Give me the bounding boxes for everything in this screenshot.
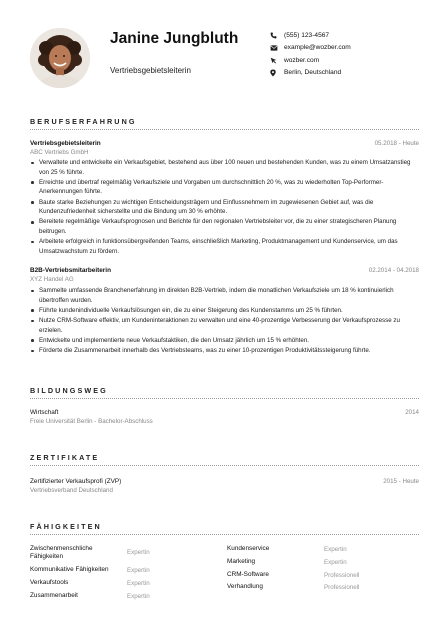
- list-item: [30, 592, 220, 605]
- list-item: Sammelte umfassende Branchenerfahrung im direkten B2B-Vertrieb, indem die monatlichen Verkaufsziele um 18 % kontinuierlich übertroffen wurden.: [30, 286, 418, 305]
- section-divider: [30, 534, 419, 535]
- skills-heading: FÄHIGKEITEN: [30, 522, 102, 531]
- job-title: Vertriebsgebietsleiterin: [110, 66, 191, 75]
- skill-name: Zusammenarbeit: [30, 591, 78, 599]
- skill-name: Marketing: [227, 557, 256, 565]
- list-item: [30, 545, 220, 566]
- degree-name: Wirtschaft: [30, 409, 59, 416]
- phone-text: (555) 123-4567: [284, 31, 330, 39]
- list-item: [227, 558, 417, 571]
- list-item: Bereitete regelmäßige Verkaufsprognosen und Berichte für den regionalen Vertriebsleiter vor, die zu einer strategischeren Planung beitrugen.: [30, 217, 418, 236]
- school-name: Freie Universität Berlin - Bachelor-Abschluss: [30, 418, 153, 425]
- certificates-heading: ZERTIFIKATE: [30, 453, 100, 462]
- skill-name: Verhandlung: [227, 583, 263, 591]
- certificate-dates: 2015 - Heute: [383, 478, 419, 485]
- list-item: Erreichte und übertraf regelmäßig Verkaufsziele und Vorgaben um durchschnittlich 20 %, was zu wiederholten Top-Performer-Anerkennungen führte.: [30, 178, 418, 197]
- website-text: wozber.com: [284, 56, 320, 64]
- section-divider: [30, 129, 419, 130]
- contact-website[interactable]: [270, 54, 440, 67]
- list-item: Arbeitete erfolgreich in funktionsübergreifenden Teams, einschließlich Marketing, Produktmanagement und Kundenservice, um das Umsatzwachstum zu fördern.: [30, 237, 418, 256]
- skill-level: Professionell: [324, 571, 360, 579]
- list-item: Baute starke Beziehungen zu wichtigen Entscheidungsträgern und Einflussnehmern im zugewiesenen Gebiet auf, was die Kundenzufriedenheit sicherstellte und die Bindung um 30 % erhöhte.: [30, 198, 418, 217]
- person-name: Janine Jungbluth: [110, 30, 239, 47]
- job-1-dates: 05.2018 - Heute: [374, 140, 419, 147]
- certificate-issuer: Vertriebsverband Deutschland: [30, 487, 113, 494]
- skill-name: Kundenservice: [227, 545, 270, 552]
- list-item: [30, 579, 220, 592]
- list-item: [227, 583, 417, 596]
- job-2-company: XYZ Handel AG: [30, 276, 74, 283]
- list-item: [30, 566, 220, 579]
- job-2-achievements: [30, 286, 418, 356]
- skill-level: Expertin: [324, 558, 347, 566]
- job-2-dates: 02.2014 - 04.2018: [368, 267, 419, 274]
- contact-location: [270, 67, 440, 80]
- skill-level: Professionell: [324, 584, 360, 592]
- skill-name: Verkaufstools: [30, 578, 69, 586]
- skills-column-left: [30, 545, 220, 604]
- section-divider: [30, 398, 419, 399]
- list-item: Führte kundenindividuelle Verkaufslösungen ein, die zu einer Steigerung des Kundenstamms um 25 % führten.: [30, 306, 418, 316]
- email-text: example@wozber.com: [284, 44, 351, 52]
- certificate-name: Zertifizierter Verkaufsprofi (ZVP): [30, 478, 122, 485]
- list-item: Verwaltete und entwickelte ein Verkaufsgebiet, bestehend aus über 100 neuen und bestehenden Kunden, was zu einem Umsatzanstieg von 25 % führte.: [30, 158, 418, 177]
- job-1-achievements: [30, 158, 418, 257]
- skills-column-right: [227, 545, 417, 596]
- job-1-company: ABC Vertriebs GmbH: [30, 149, 89, 156]
- job-1-title: Vertriebsgebietsleiterin: [30, 140, 101, 147]
- job-2-title: B2B-Vertriebsmitarbeiterin: [30, 267, 111, 274]
- location-text: Berlin, Deutschland: [284, 69, 342, 77]
- skill-level: Expertin: [127, 592, 150, 600]
- link-icon: [270, 57, 284, 64]
- skill-level: Expertin: [127, 549, 150, 556]
- skill-level: Expertin: [127, 567, 150, 574]
- list-item: Förderte die Zusammenarbeit innerhalb des Vertriebsteams, was zu einer 10-prozentigen Produktivitätssteigerung führte.: [30, 346, 418, 356]
- contact-email[interactable]: [270, 42, 440, 55]
- list-item: Nutze CRM-Software effektiv, um Kundeninteraktionen zu verwalten und eine 40-prozentige Verbesserung der Verkaufsprozesse zu erzielen.: [30, 316, 418, 335]
- skill-name: Kommunikative Fähigkeiten: [30, 566, 109, 573]
- skill-level: Expertin: [127, 579, 150, 587]
- list-item: Entwickelte und implementierte neue Verkaufstaktiken, die den Umsatz jährlich um 15 % erhöhten.: [30, 336, 418, 346]
- skill-name: CRM-Software: [227, 570, 269, 578]
- section-divider: [30, 465, 419, 466]
- experience-heading: BERUFSERFAHRUNG: [30, 117, 137, 126]
- resume-header: [30, 28, 430, 92]
- phone-icon: [270, 32, 284, 39]
- skill-level: Expertin: [324, 546, 347, 553]
- list-item: [227, 571, 417, 584]
- education-heading: BILDUNGSWEG: [30, 386, 108, 395]
- skill-name: Zwischenmenschliche Fähigkeiten: [30, 545, 93, 561]
- graduation-year: 2014: [405, 409, 419, 416]
- list-item: [227, 545, 417, 558]
- contact-phone[interactable]: [270, 29, 440, 42]
- location-pin-icon: [270, 69, 284, 77]
- mail-icon: [270, 45, 284, 51]
- profile-photo: [30, 28, 90, 88]
- contact-list: [270, 29, 440, 79]
